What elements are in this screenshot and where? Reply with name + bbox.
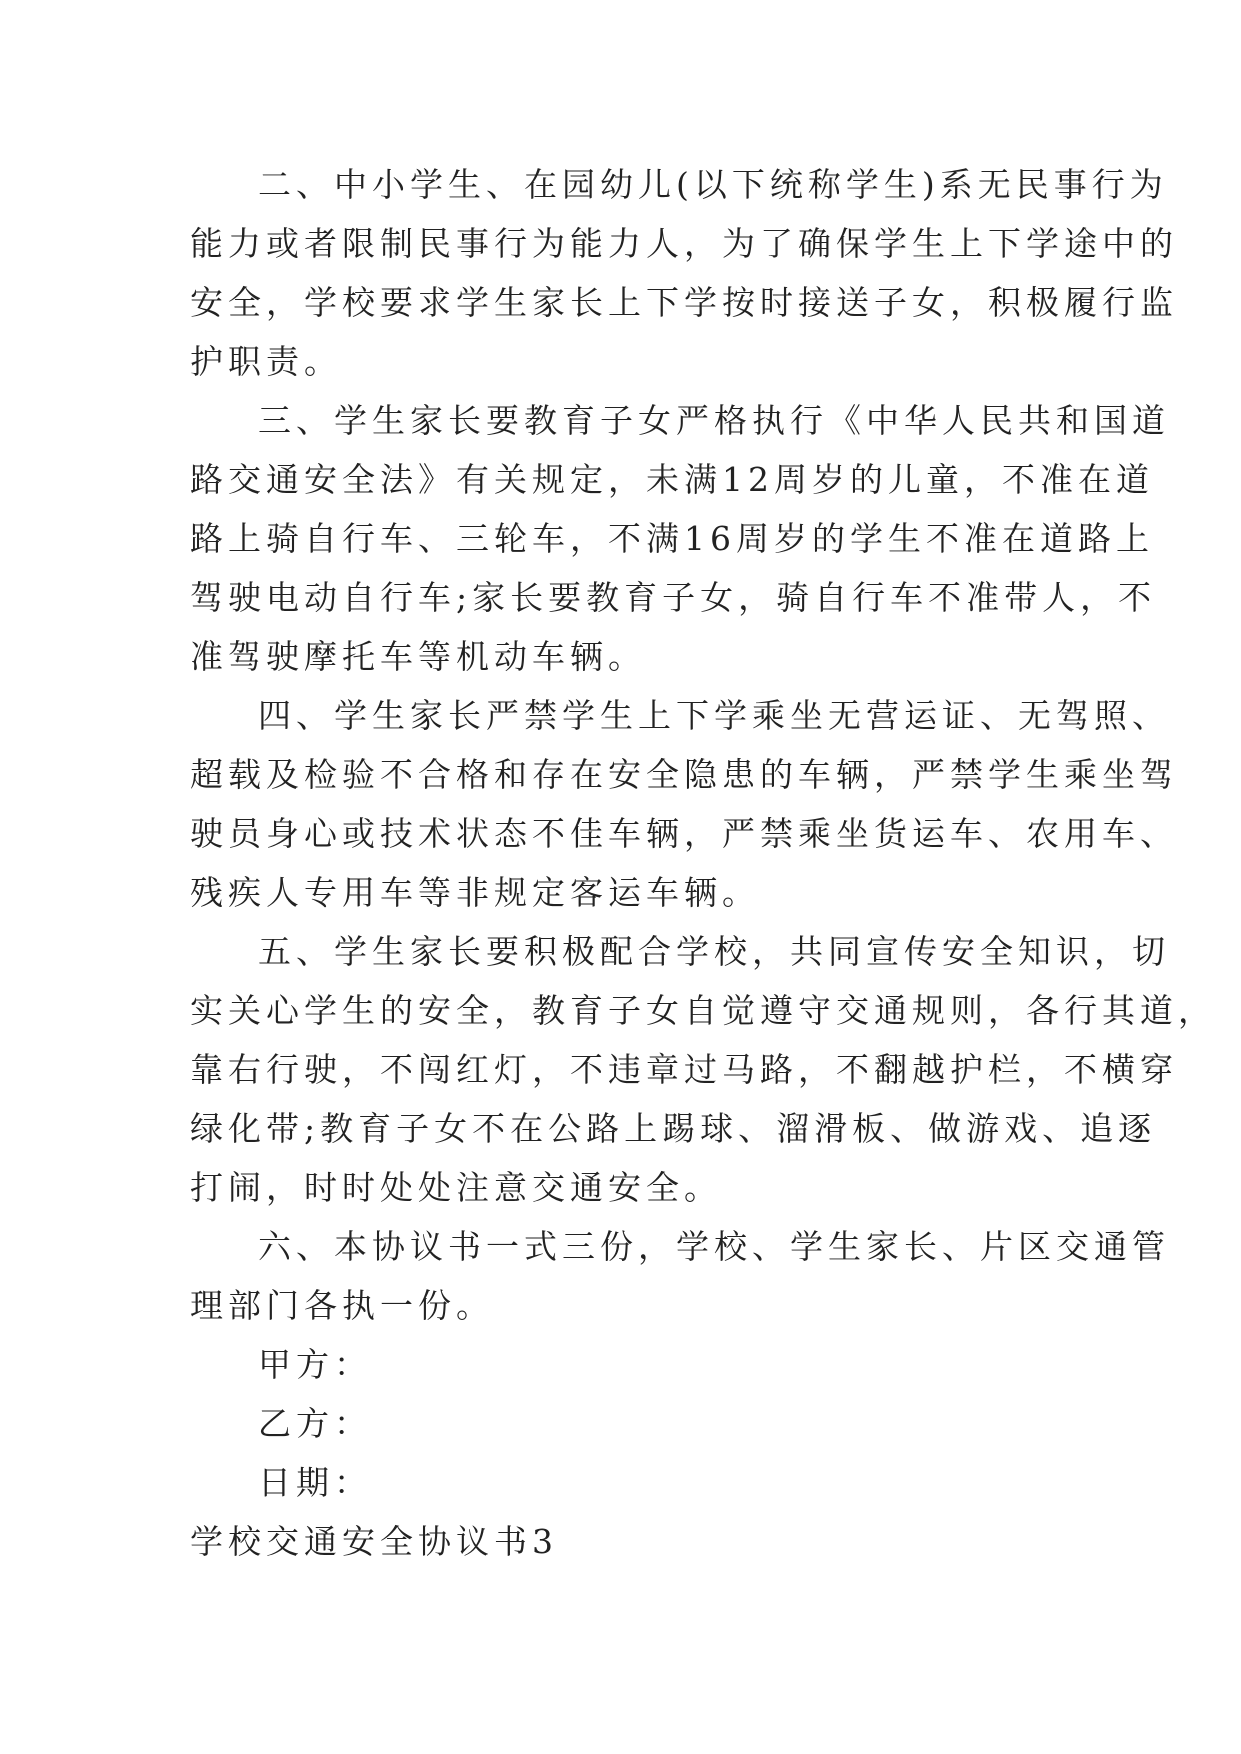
text-line: 六、本协议书一式三份，学校、学生家长、片区交通管 <box>258 1227 1170 1266</box>
text-line: 驶员身心或技术状态不佳车辆，严禁乘坐货运车、农用车、 <box>190 814 1178 853</box>
text-line: 实关心学生的安全，教育子女自觉遵守交通规则，各行其道， <box>190 991 1216 1030</box>
text-line: 五、学生家长要积极配合学校，共同宣传安全知识，切 <box>258 932 1170 971</box>
section-title: 学校交通安全协议书3 <box>190 1522 558 1561</box>
text-line: 驾驶电动自行车;家长要教育子女，骑自行车不准带人，不 <box>190 578 1157 617</box>
paragraph-3 <box>190 391 1170 686</box>
date-label: 日期： <box>258 1463 372 1502</box>
paragraph-5 <box>190 922 1216 1217</box>
text-line: 超载及检验不合格和存在安全隐患的车辆，严禁学生乘坐驾 <box>190 755 1178 794</box>
party-a-label: 甲方： <box>258 1345 372 1384</box>
paragraph-6 <box>190 1217 1170 1335</box>
text-line: 理部门各执一份。 <box>190 1286 494 1325</box>
text-line: 安全，学校要求学生家长上下学按时接送子女，积极履行监 <box>190 283 1178 322</box>
text-line: 绿化带;教育子女不在公路上踢球、溜滑板、做游戏、追逐 <box>190 1109 1157 1148</box>
text-line: 护职责。 <box>190 342 342 381</box>
text-line: 准驾驶摩托车等机动车辆。 <box>190 637 646 676</box>
text-line: 路上骑自行车、三轮车，不满16周岁的学生不准在道路上 <box>190 519 1154 558</box>
document-body <box>190 155 1216 1571</box>
text-line: 靠右行驶，不闯红灯，不违章过马路，不翻越护栏，不横穿 <box>190 1050 1178 1089</box>
signature-block <box>190 1335 1070 1512</box>
paragraph-4 <box>190 686 1178 922</box>
text-line: 打闹，时时处处注意交通安全。 <box>190 1168 722 1207</box>
text-line: 能力或者限制民事行为能力人，为了确保学生上下学途中的 <box>190 224 1178 263</box>
text-line: 路交通安全法》有关规定，未满12周岁的儿童，不准在道 <box>190 460 1154 499</box>
text-line: 四、学生家长严禁学生上下学乘坐无营运证、无驾照、 <box>258 696 1170 735</box>
text-line: 二、中小学生、在园幼儿(以下统称学生)系无民事行为 <box>258 165 1168 204</box>
paragraph-2 <box>190 155 1178 391</box>
text-line: 残疾人专用车等非规定客运车辆。 <box>190 873 760 912</box>
party-b-label: 乙方： <box>258 1404 372 1443</box>
text-line: 三、学生家长要教育子女严格执行《中华人民共和国道 <box>258 401 1170 440</box>
